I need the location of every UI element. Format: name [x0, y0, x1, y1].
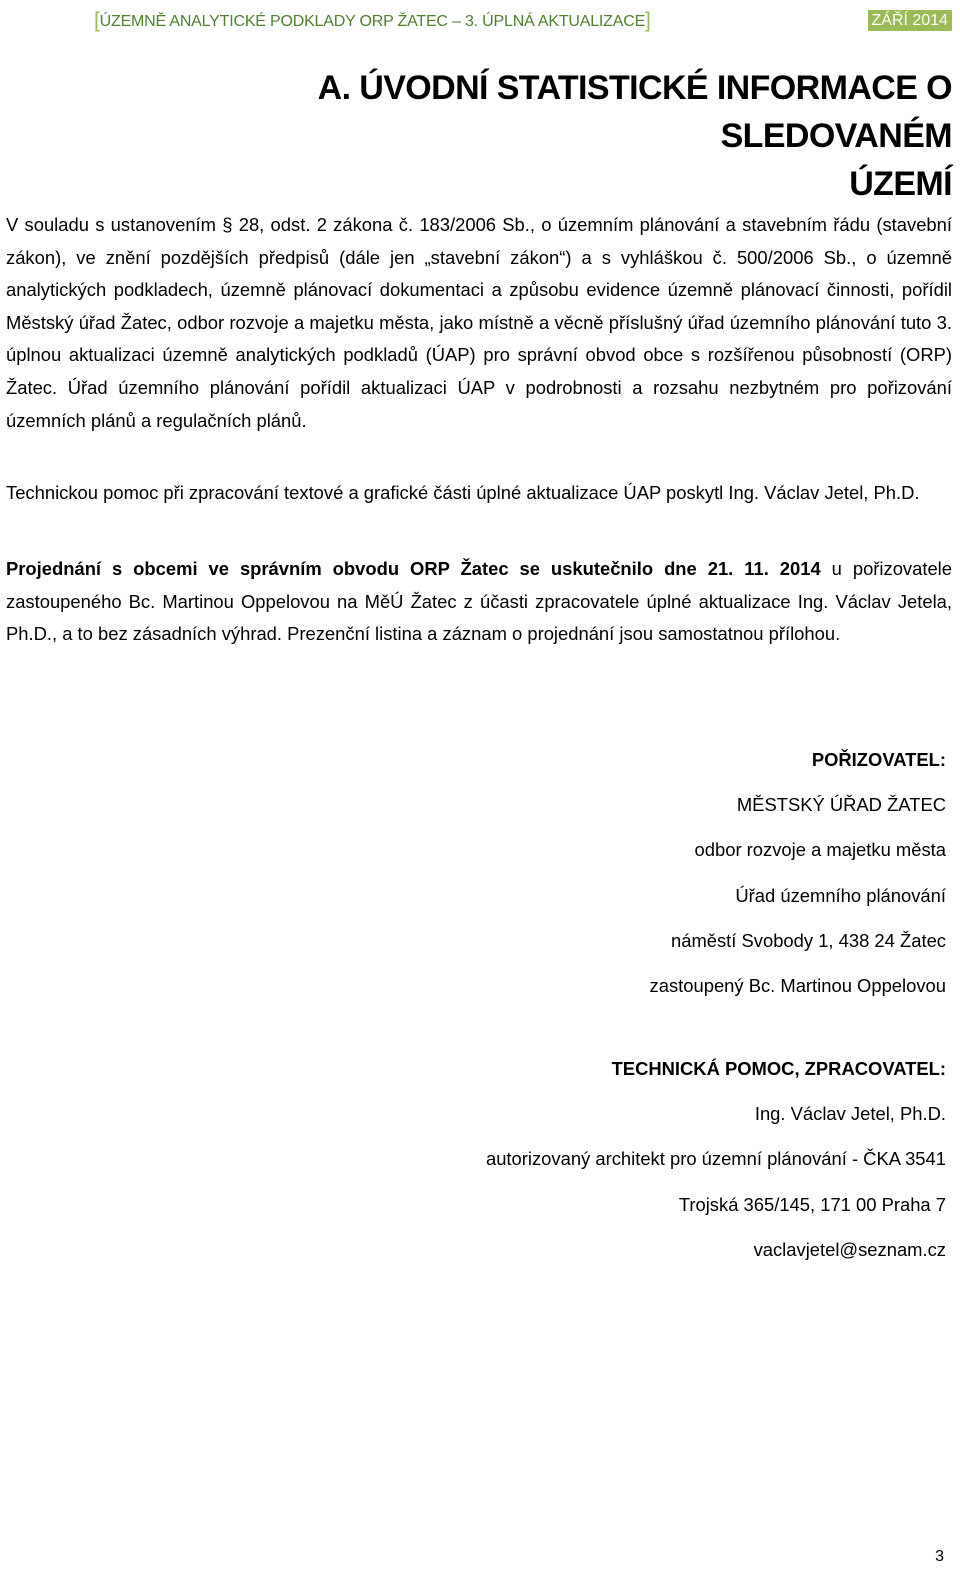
processor-line: Trojská 365/145, 171 00 Praha 7 — [678, 1193, 946, 1215]
procurer-line: zastoupený Bc. Martinou Oppelovou — [649, 975, 946, 997]
procurer-line: MĚSTSKÝ ÚŘAD ŽATEC — [736, 794, 946, 816]
procurer-line: náměstí Svobody 1, 438 24 Žatec — [670, 929, 946, 951]
paragraph-negotiation — [6, 553, 952, 651]
negotiation-details: u pořizovatele zastoupeného Bc. Martinou Oppelovou na MěÚ Žatec z účasti zpracovatele úplné aktualizace Ing. Václav Jetela, Ph.D., a to bez zásadních výhrad. Prezenční listina a záznam o projednání jsou samostatnou přílohou. — [6, 558, 952, 645]
procurer-line: odbor rozvoje a majetku města — [694, 839, 946, 861]
processor-line: autorizovaný architekt pro územní plánování - ČKA 3541 — [485, 1148, 946, 1170]
page-number: 3 — [935, 1548, 944, 1565]
section-title-line-1: A. ÚVODNÍ STATISTICKÉ INFORMACE O SLEDOVANÉM — [317, 69, 952, 155]
negotiation-date-statement: Projednání s obcemi ve správním obvodu ORP Žatec se uskutečnilo dne 21. 11. 2014 — [6, 558, 821, 579]
procurer-heading: POŘIZOVATEL: — [811, 749, 946, 770]
running-header — [94, 8, 651, 32]
section-title-line-2: ÚZEMÍ — [849, 165, 952, 203]
processor-heading: TECHNICKÁ POMOC, ZPRACOVATEL: — [611, 1058, 946, 1079]
header-bracket-open: [ — [94, 9, 100, 32]
header-date-badge: ZÁŘÍ 2014 — [868, 10, 952, 31]
header-bracket-close: ] — [645, 9, 651, 32]
paragraph-technical-assistance: Technickou pomoc při zpracování textové a grafické části úplné aktualizace ÚAP poskytl Ing. Václav Jetel, Ph.D. — [6, 482, 920, 503]
procurer-line: Úřad územního plánování — [735, 884, 946, 906]
paragraph-legal-basis: V souladu s ustanovením § 28, odst. 2 zákona č. 183/2006 Sb., o územním plánování a stavebním řádu (stavební zákon), ve znění pozdějších předpisů (dále jen „stavební zákon“) a s vyhláškou č. 500/2006 Sb., o územně analytických podkladech, územně plánovací dokumentaci a způsobu evidence územně plánovací činnosti, pořídil Městský úřad Žatec, odbor rozvoje a majetku města, jako místně a věcně příslušný úřad územního plánování tuto 3. úplnou aktualizaci územně analytických podkladů (ÚAP) pro správní obvod obce s rozšířenou působností (ORP) Žatec. Úřad územního plánování pořídil aktualizaci ÚAP v podrobnosti a rozsahu nezbytném pro pořizování územních plánů a regulačních plánů. — [6, 214, 952, 431]
header-title: ÚZEMNĚ ANALYTICKÉ PODKLADY ORP ŽATEC – 3. ÚPLNÁ AKTUALIZACE — [99, 13, 646, 30]
procurer-block — [650, 737, 946, 1008]
processor-block — [486, 1046, 946, 1272]
processor-email: vaclavjetel@seznam.cz — [753, 1238, 946, 1260]
processor-line: Ing. Václav Jetel, Ph.D. — [754, 1103, 946, 1125]
section-title — [100, 64, 952, 208]
